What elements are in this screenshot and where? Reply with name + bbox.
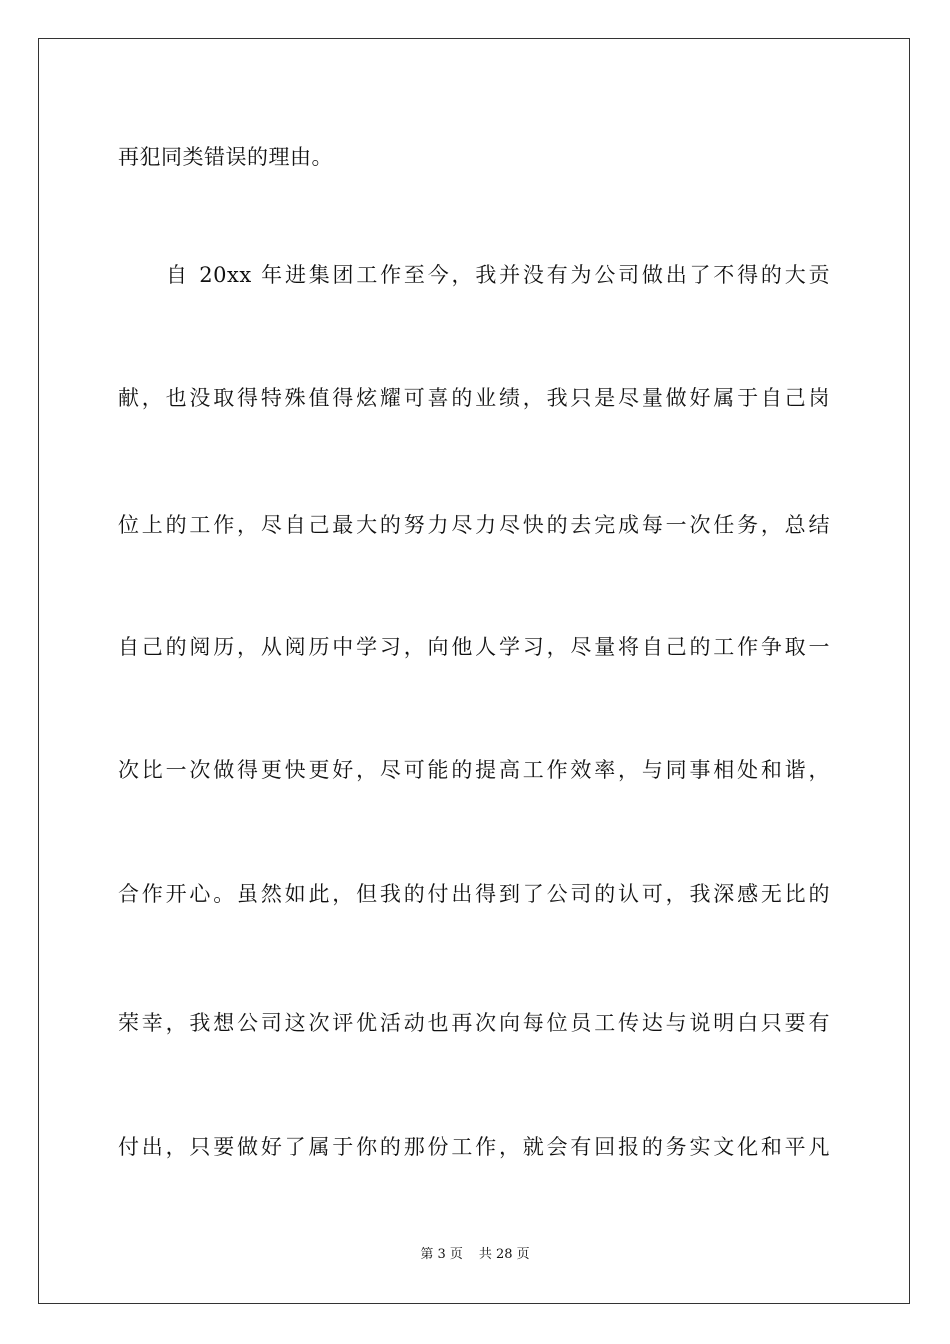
page-footer xyxy=(0,1246,950,1264)
text-line-7: 合作开心。虽然如此，但我的付出得到了公司的认可，我深感无比的 xyxy=(118,882,830,906)
page-border xyxy=(38,38,910,1304)
page-number: 第 3 页 xyxy=(420,1247,463,1262)
text-line-2: 自 20xx 年进集团工作至今，我并没有为公司做出了不得的大贡 xyxy=(166,263,830,287)
text-line-9: 付出，只要做好了属于你的那份工作，就会有回报的务实文化和平凡 xyxy=(118,1135,830,1159)
text-line-5: 自己的阅历，从阅历中学习，向他人学习，尽量将自己的工作争取一 xyxy=(118,635,830,659)
text-line-3: 献，也没取得特殊值得炫耀可喜的业绩，我只是尽量做好属于自己岗 xyxy=(118,386,830,410)
page-total: 共 28 页 xyxy=(478,1247,530,1262)
text-line-4: 位上的工作，尽自己最大的努力尽力尽快的去完成每一次任务，总结 xyxy=(118,513,830,537)
text-line-6: 次比一次做得更快更好，尽可能的提高工作效率，与同事相处和谐， xyxy=(118,758,830,782)
text-line-8: 荣幸，我想公司这次评优活动也再次向每位员工传达与说明白只要有 xyxy=(118,1011,830,1035)
text-line-1: 再犯同类错误的理由。 xyxy=(118,145,333,169)
